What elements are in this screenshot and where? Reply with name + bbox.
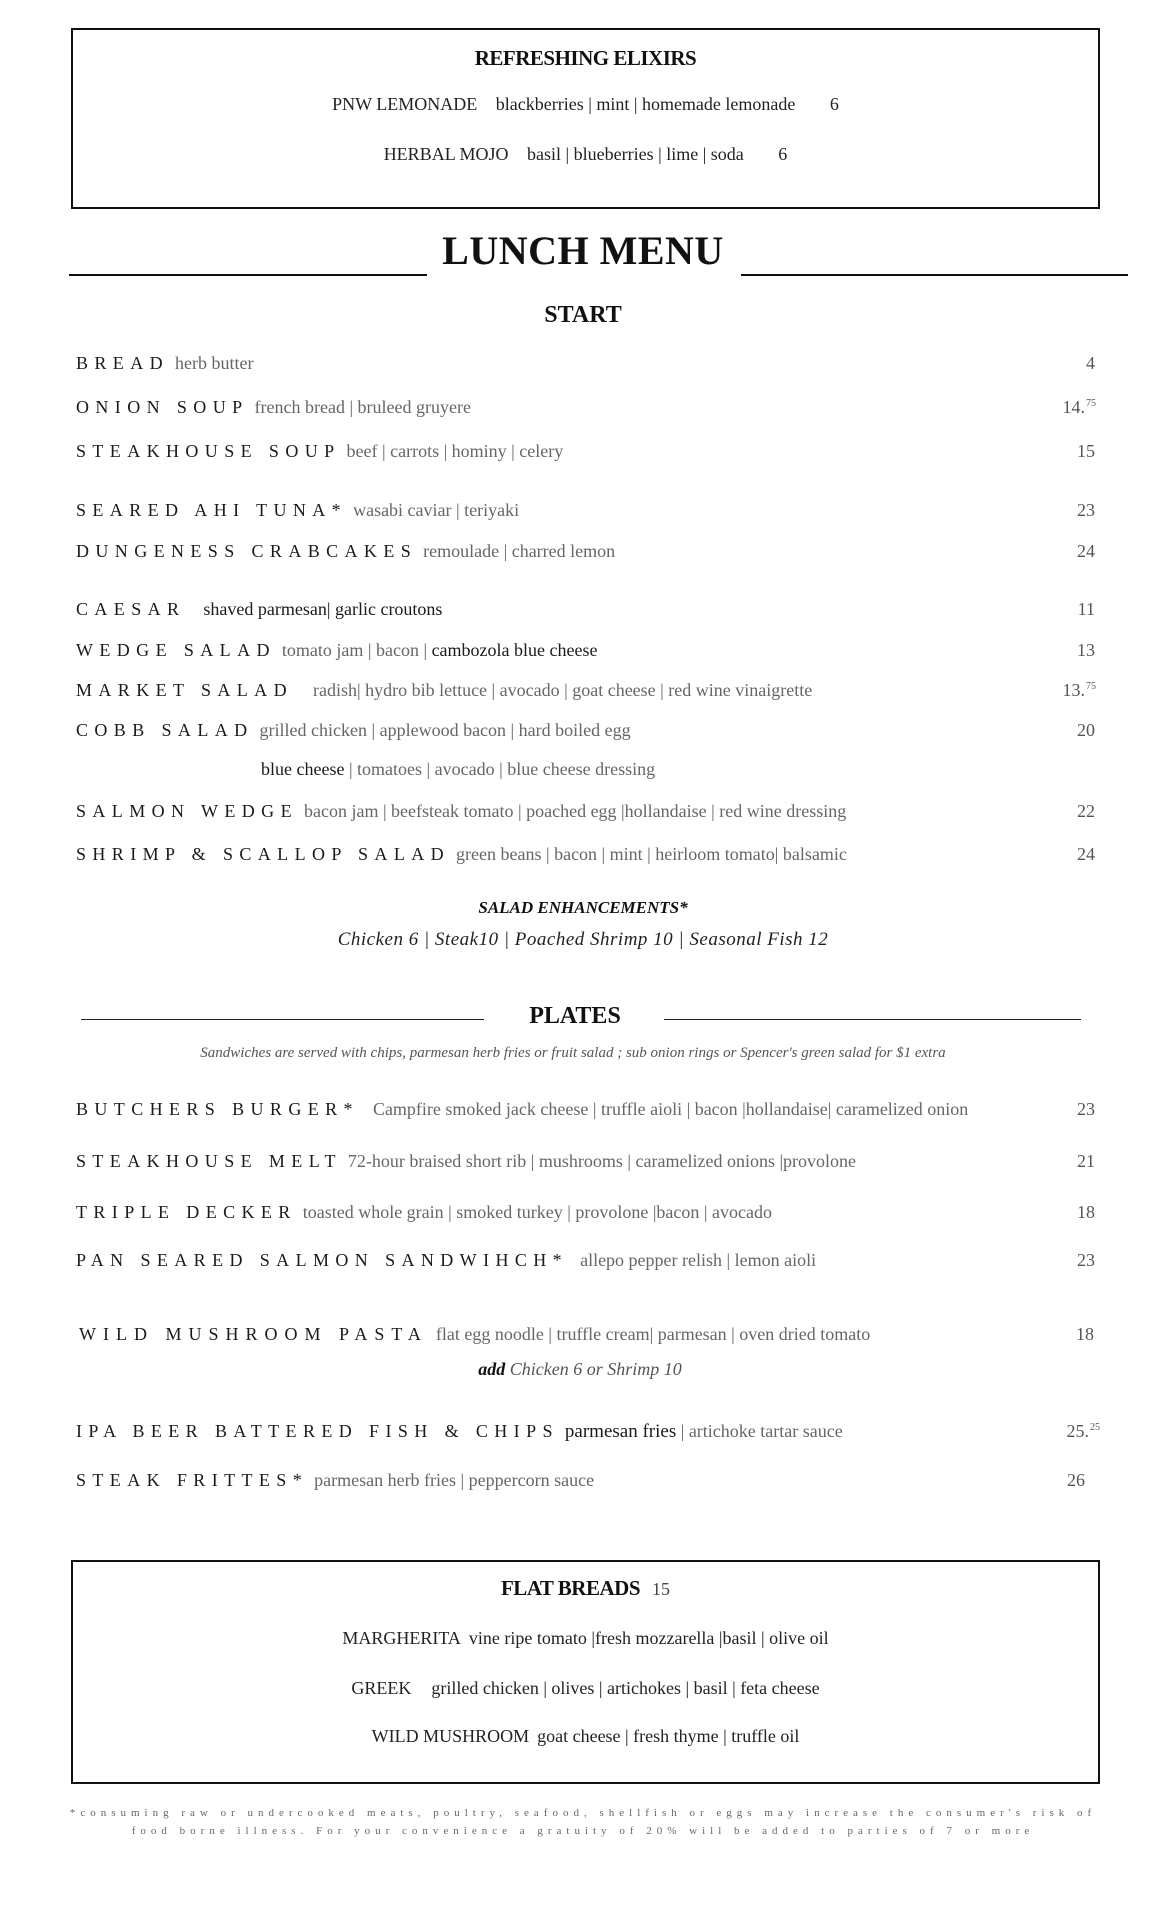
item-name: DUNGENESS CRABCAKES (76, 541, 418, 561)
flatbread-item (73, 1678, 1098, 1699)
item-price: 18 (1077, 1202, 1095, 1222)
menu-item (76, 1202, 1096, 1228)
item-name: STEAK FRITTES* (76, 1470, 309, 1490)
elixir-name: HERBAL MOJO (383, 144, 509, 164)
elixirs-box (71, 28, 1100, 209)
item-price: 22 (1077, 801, 1095, 821)
elixir-price: 6 (778, 144, 788, 164)
menu-item (76, 1421, 1100, 1447)
item-desc: 72-hour braised short rib | mushrooms | caramelized onions |provolone (347, 1151, 857, 1171)
flatbread-desc: goat cheese | fresh thyme | truffle oil (537, 1726, 800, 1746)
menu-item (76, 1250, 1096, 1276)
plates-note: Sandwiches are served with chips, parmesan herb fries or fruit salad ; sub onion rings or Spencer's green salad for $1 extra (200, 1045, 946, 1061)
item-name: STEAKHOUSE SOUP (76, 441, 341, 461)
item-desc: beef | carrots | hominy | celery (346, 441, 564, 461)
item-desc: herb butter (175, 353, 254, 373)
item-desc: grilled chicken | applewood bacon | hard boiled egg (259, 720, 631, 740)
page-title: LUNCH MENU (442, 228, 724, 273)
item-desc: parmesan herb fries | peppercorn sauce (314, 1470, 595, 1490)
menu-item (79, 1324, 1095, 1350)
elixir-desc: blackberries | mint | homemade lemonade (495, 94, 796, 114)
item-name: SEARED AHI TUNA* (76, 500, 348, 520)
item-price: 20 (1077, 720, 1095, 740)
item-price: 18 (1076, 1324, 1094, 1344)
item-name: BUTCHERS BURGER* (76, 1099, 359, 1119)
menu-item (76, 541, 1096, 567)
item-price: 23 (1077, 1099, 1095, 1119)
footnote: *consuming raw or undercooked meats, poultry, seafood, shellfish or eggs may increase the consumer's risk of food borne illness. For your convenience a gratuity of 20% will be added to parties of 7 or more (69, 1807, 1097, 1837)
item-name: MARKET SALAD (76, 680, 293, 700)
item-desc: bacon jam | beefsteak tomato | poached egg |hollandaise | red wine dressing (303, 801, 847, 821)
item-name: STEAKHOUSE MELT (76, 1151, 342, 1171)
item-desc: toasted whole grain | smoked turkey | provolone |bacon | avocado (302, 1202, 772, 1222)
flatbread-item (73, 1628, 1098, 1649)
start-heading: START (544, 302, 622, 328)
flatbreads-header (73, 1576, 1098, 1601)
item-name: WEDGE SALAD (76, 640, 276, 660)
salad-enhancements-title: SALAD ENHANCEMENTS* (478, 898, 688, 917)
elixir-item (73, 94, 1098, 115)
item-price: 24 (1077, 541, 1095, 561)
menu-item (76, 441, 1096, 467)
item-desc: french bread | bruleed gruyere (254, 397, 471, 417)
item-price: 4 (1086, 353, 1095, 373)
flatbread-item (73, 1726, 1098, 1747)
item-price: 23 (1077, 1250, 1095, 1270)
menu-item (76, 680, 1096, 706)
item-name: WILD MUSHROOM PASTA (79, 1324, 428, 1344)
item-price: 11 (1077, 599, 1095, 619)
menu-item (76, 1099, 1096, 1125)
pasta-add-note: add Chicken 6 or Shrimp 10 (478, 1359, 682, 1379)
item-name: SALMON WEDGE (76, 801, 298, 821)
item-price: 14.75 (1062, 397, 1096, 417)
flatbreads-box (71, 1560, 1100, 1784)
menu-item (76, 353, 1096, 379)
menu-item-continuation (261, 759, 1096, 785)
menu-item (76, 599, 1096, 625)
item-desc: shaved parmesan| garlic croutons (203, 599, 443, 619)
elixir-price: 6 (829, 94, 839, 114)
item-name: PAN SEARED SALMON SANDWIHCH* (76, 1250, 569, 1270)
plates-heading: PLATES (529, 1003, 621, 1029)
flatbread-desc: grilled chicken | olives | artichokes | basil | feta cheese (431, 1678, 820, 1698)
item-desc: wasabi caviar | teriyaki (353, 500, 520, 520)
menu-item (76, 1470, 1096, 1496)
flatbread-name: WILD MUSHROOM (371, 1726, 530, 1746)
item-desc: allepo pepper relish | lemon aioli (580, 1250, 817, 1270)
item-name: BREAD (76, 353, 170, 373)
salad-enhancements: Chicken 6 | Steak10 | Poached Shrimp 10 | Seasonal Fish 12 (337, 929, 829, 950)
item-desc: radish| hydro bib lettuce | avocado | goat cheese | red wine vinaigrette (312, 680, 813, 700)
item-name: SHRIMP & SCALLOP SALAD (76, 844, 451, 864)
item-name: IPA BEER BATTERED FISH & CHIPS (76, 1421, 559, 1441)
item-name: COBB SALAD (76, 720, 254, 740)
item-price: 15 (1077, 441, 1095, 461)
item-price: 26 (1067, 1470, 1085, 1490)
item-desc: blue cheese | tomatoes | avocado | blue cheese dressing (261, 759, 656, 779)
item-price: 24 (1077, 844, 1095, 864)
flatbread-name: MARGHERITA (342, 1628, 461, 1648)
menu-item (76, 844, 1096, 870)
item-price: 23 (1077, 500, 1095, 520)
menu-item (76, 500, 1096, 526)
item-desc: remoulade | charred lemon (423, 541, 616, 561)
item-desc: Campfire smoked jack cheese | truffle aioli | bacon |hollandaise| caramelized onion (372, 1099, 969, 1119)
item-name: TRIPLE DECKER (76, 1202, 297, 1222)
item-price: 13.75 (1062, 680, 1096, 700)
elixir-desc: basil | blueberries | lime | soda (527, 144, 744, 164)
item-name: ONION SOUP (76, 397, 249, 417)
item-name: CAESAR (76, 599, 186, 619)
item-price: 21 (1077, 1151, 1095, 1171)
title-rule-left (69, 274, 427, 276)
item-desc: green beans | bacon | mint | heirloom tomato| balsamic (456, 844, 847, 864)
flatbread-name: GREEK (351, 1678, 412, 1698)
menu-item (76, 801, 1096, 827)
flatbread-desc: vine ripe tomato |fresh mozzarella |basil | olive oil (468, 1628, 829, 1648)
flatbreads-price: 15 (652, 1579, 670, 1599)
menu-item (76, 1151, 1096, 1177)
item-desc: parmesan fries | artichoke tartar sauce (564, 1421, 843, 1442)
item-desc: flat egg noodle | truffle cream| parmesan | oven dried tomato (435, 1324, 871, 1344)
menu-item (76, 397, 1096, 423)
elixir-name: PNW LEMONADE (332, 94, 478, 114)
item-desc: tomato jam | bacon | cambozola blue cheese (281, 640, 598, 660)
menu-item (76, 720, 1096, 746)
elixir-item (73, 144, 1098, 165)
menu-item (76, 640, 1096, 666)
item-price: 25.25 (1066, 1421, 1100, 1441)
item-price: 13 (1077, 640, 1095, 660)
title-rule-right (741, 274, 1128, 276)
flatbreads-title: FLAT BREADS (500, 1576, 640, 1600)
elixirs-title: REFRESHING ELIXIRS (474, 46, 697, 70)
